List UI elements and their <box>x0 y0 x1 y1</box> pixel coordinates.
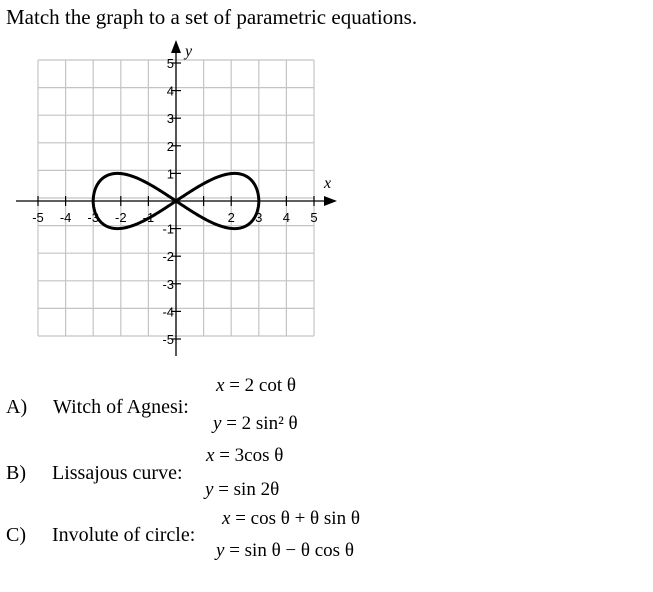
y-tick-label: 2 <box>166 138 174 154</box>
x-tick-label: -1 <box>142 210 155 225</box>
option-c-name: Involute of circle: <box>52 524 196 546</box>
option-a-equation-x: x = 2 cot θ <box>216 375 296 396</box>
x-tick-label: -5 <box>32 210 44 225</box>
x-tick-label: -2 <box>115 210 127 225</box>
option-b-equation-x: x = 3cos θ <box>206 445 284 466</box>
y-axis-arrow-icon <box>171 40 181 53</box>
parametric-graph <box>0 36 360 366</box>
x-tick-label: 4 <box>282 210 291 225</box>
y-tick-label: -3 <box>162 276 174 292</box>
question-text: Match the graph to a set of parametric equations. <box>6 5 418 29</box>
option-b-name: Lissajous curve: <box>52 462 183 484</box>
x-tick-label: 2 <box>227 210 235 225</box>
y-tick-label: 4 <box>166 83 174 99</box>
y-tick-label: 1 <box>166 166 174 182</box>
option-c-equation-x: x = cos θ + θ sin θ <box>222 508 360 529</box>
x-axis-arrow-icon <box>324 196 337 206</box>
y-tick-label: 5 <box>166 56 174 71</box>
y-tick-label: 3 <box>166 111 174 127</box>
y-tick-label: -5 <box>162 332 174 347</box>
option-b-equation-y: y = sin 2θ <box>205 479 280 500</box>
x-tick-label: 3 <box>255 210 263 225</box>
option-c-letter: C) <box>6 524 26 546</box>
x-tick-label: -4 <box>59 210 72 225</box>
y-tick-label: -4 <box>162 304 174 320</box>
x-tick-label: 5 <box>310 210 318 225</box>
option-a-equation-y: y = 2 sin² θ <box>213 413 298 434</box>
option-a-letter: A) <box>6 396 28 418</box>
x-tick-label: -3 <box>87 210 99 225</box>
y-axis-label: y <box>185 43 193 60</box>
option-a-name: Witch of Agnesi: <box>53 396 189 418</box>
option-b-letter: B) <box>6 462 26 484</box>
y-tick-label: -1 <box>162 221 174 237</box>
option-c-equation-y: y = sin θ − θ cos θ <box>216 540 354 561</box>
y-tick-label: -2 <box>162 249 174 265</box>
x-axis-label: x <box>324 175 332 192</box>
